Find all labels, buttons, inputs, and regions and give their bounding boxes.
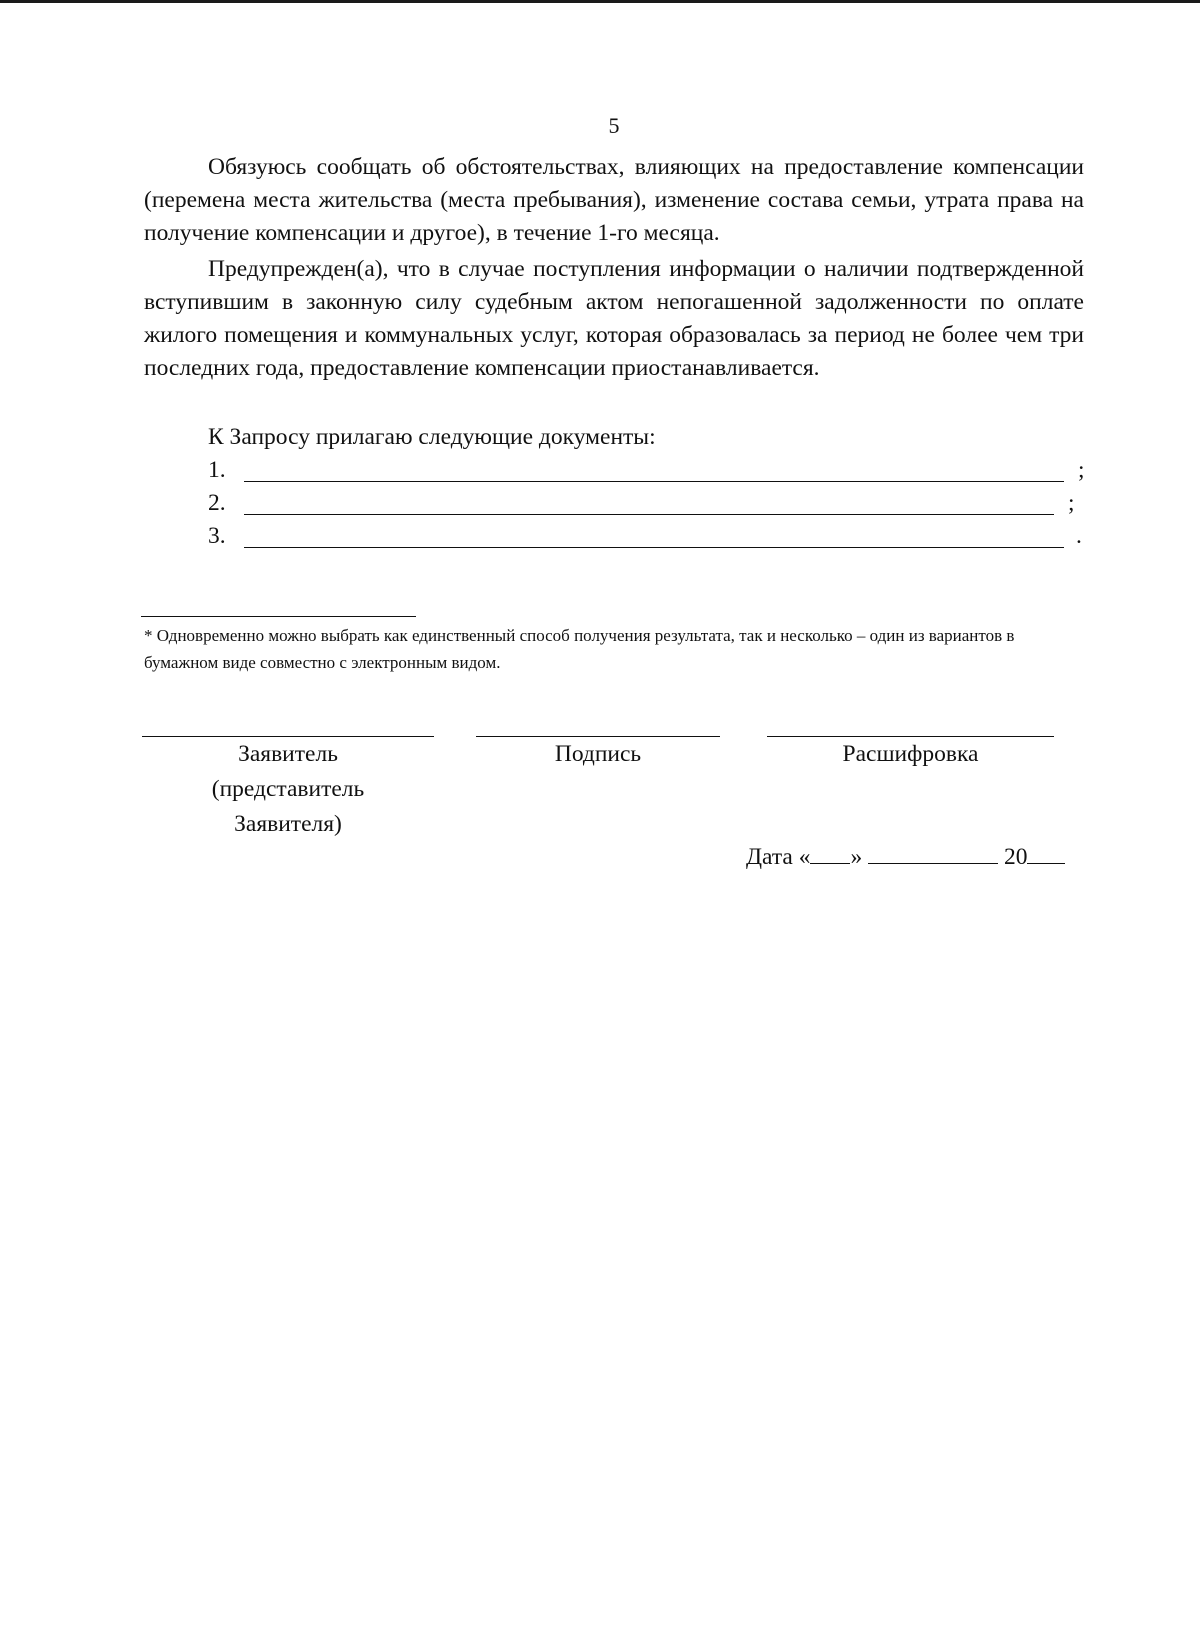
page-number: 5 [608, 113, 620, 138]
scan-edge [0, 0, 1200, 3]
date-field [746, 841, 1065, 871]
date-quote-close: » [850, 844, 863, 870]
date-label: Дата « [746, 844, 811, 870]
obligation-paragraph: Обязуюсь сообщать об обстоятельствах, влияющих на предоставление компенсации (перемена места жительства (места пребывания), изменение состава семьи, утрата права на получение компенсации и другое), в течение 1-го месяца. [144, 154, 1084, 246]
attachment-blank[interactable] [244, 481, 1064, 482]
date-year-prefix: 20 [1003, 844, 1028, 870]
decoding-label: Расшифровка [842, 741, 979, 767]
signature-label: Подпись [554, 741, 642, 767]
applicant-label-line: Заявитель [238, 741, 338, 767]
attachment-end-mark: ; [1068, 490, 1075, 516]
attachments-intro: К Запросу прилагаю следующие документы: [208, 424, 656, 450]
attachment-number: 3. [208, 523, 226, 549]
attachment-end-mark: ; [1078, 457, 1085, 483]
attachment-number: 2. [208, 490, 226, 516]
attachment-blank[interactable] [244, 547, 1064, 548]
date-month-blank[interactable] [868, 841, 998, 864]
applicant-label [142, 737, 434, 842]
warning-paragraph: Предупрежден(а), что в случае поступления информации о наличии подтвержденной вступившим в законную силу судебным актом непогашенной задолженности по оплате жилого помещения и коммунальных услуг, которая образовалась за период не более чем три последних года, предоставление компенсации приостанавливается. [144, 256, 1084, 381]
attachment-end-mark: . [1076, 523, 1082, 549]
footnote-rule [141, 616, 416, 617]
date-year-blank[interactable] [1027, 841, 1065, 864]
attachment-number: 1. [208, 457, 226, 483]
date-day-blank[interactable] [810, 841, 850, 864]
footnote-text: * Одновременно можно выбрать как единственный способ получения результата, так и несколько – один из вариантов в бумажном виде совместно с электронным видом. [144, 626, 1015, 672]
applicant-label-line: (представитель [211, 776, 365, 802]
attachment-blank[interactable] [244, 514, 1054, 515]
applicant-label-line: Заявителя) [234, 811, 342, 837]
